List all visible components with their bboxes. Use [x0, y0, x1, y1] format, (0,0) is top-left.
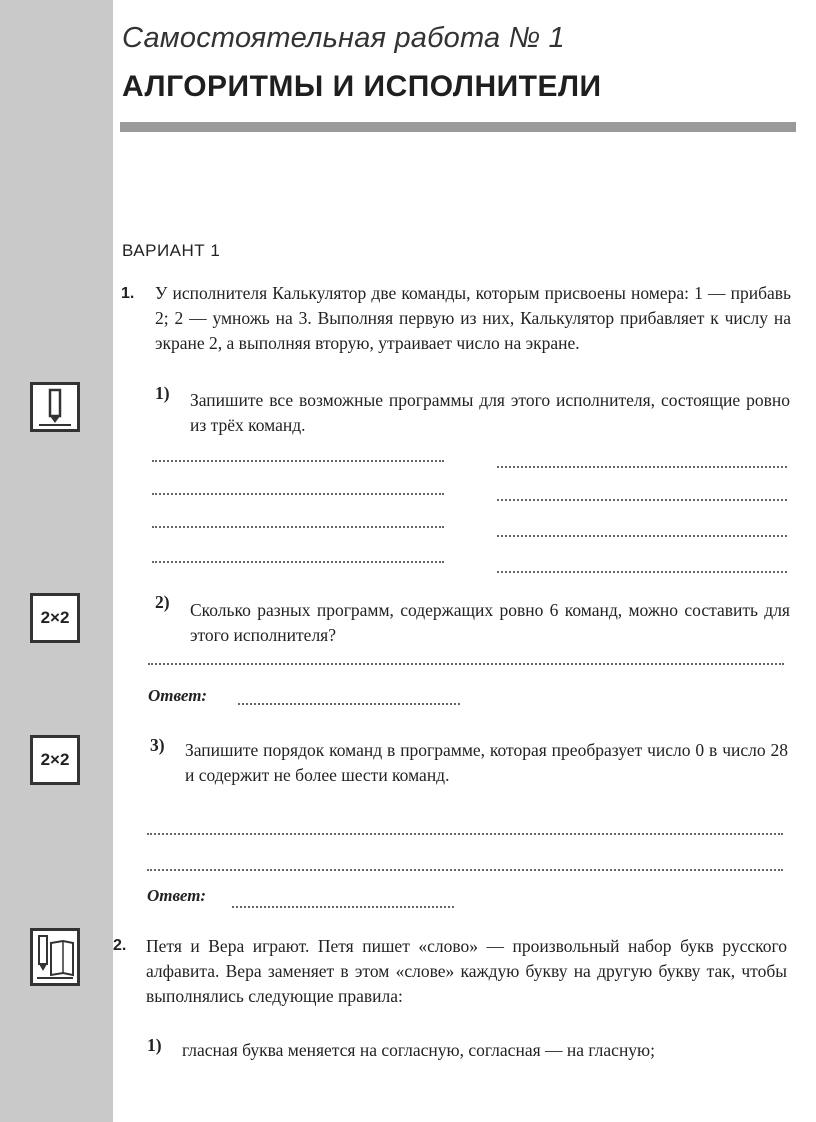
subtask-text: Запишите все возможные программы для этого исполнителя, состоящие ровно из трёх команд. [190, 390, 790, 435]
rule-number: 1) [147, 1035, 162, 1055]
subtask-number: 3) [150, 735, 165, 755]
task-number: 1. [121, 285, 135, 302]
answer-line[interactable] [497, 535, 787, 537]
book-pencil-icon [30, 928, 80, 986]
variant-label: ВАРИАНТ 1 [122, 241, 221, 260]
calculation-icon: 2×2 [30, 593, 80, 643]
answer-line[interactable] [497, 466, 787, 468]
answer-line[interactable] [152, 460, 444, 462]
calculation-icon: 2×2 [30, 735, 80, 785]
answer-line[interactable] [152, 561, 444, 563]
work-title: Самостоятельная работа № 1 [122, 22, 565, 54]
answer-line[interactable] [497, 499, 787, 501]
task-text: Петя и Вера играют. Петя пишет «слово» — произвольный набор букв русского алфавита. Вера заменяет в этом «слове» каждую букву на другую букву так, чтобы выполнялись следующие правила: [146, 936, 787, 1006]
header-rule [120, 122, 796, 132]
subtask-number: 2) [155, 592, 170, 612]
topic-title: АЛГОРИТМЫ И ИСПОЛНИТЕЛИ [122, 70, 602, 103]
answer-label: Ответ: [147, 886, 207, 905]
subtask-number: 1) [155, 383, 170, 403]
rule-text: гласная буква меняется на согласную, согласная — на гласную; [182, 1040, 655, 1060]
answer-line[interactable] [148, 663, 784, 665]
answer-line[interactable] [152, 526, 444, 528]
pencil-icon [30, 382, 80, 432]
task-text: У исполнителя Калькулятор две команды, которым присвоены номера: 1 — прибавь 2; 2 — умножь на 3. Выполняя первую из них, Калькулятор прибавляет к числу на экране 2, а выполняя вторую, утраивает число на экране. [155, 283, 791, 353]
answer-line[interactable] [147, 869, 783, 871]
answer-field[interactable] [232, 906, 454, 908]
answer-line[interactable] [497, 571, 787, 573]
answer-label: Ответ: [148, 686, 208, 705]
answer-line[interactable] [147, 833, 783, 835]
answer-field[interactable] [238, 703, 460, 705]
subtask-text: Запишите порядок команд в программе, которая преобразует число 0 в число 28 и содержит не более шести команд. [185, 740, 788, 785]
task-number: 2. [113, 937, 127, 954]
subtask-text: Сколько разных программ, содержащих ровно 6 команд, можно составить для этого исполнителя? [190, 600, 790, 645]
answer-line[interactable] [152, 493, 444, 495]
